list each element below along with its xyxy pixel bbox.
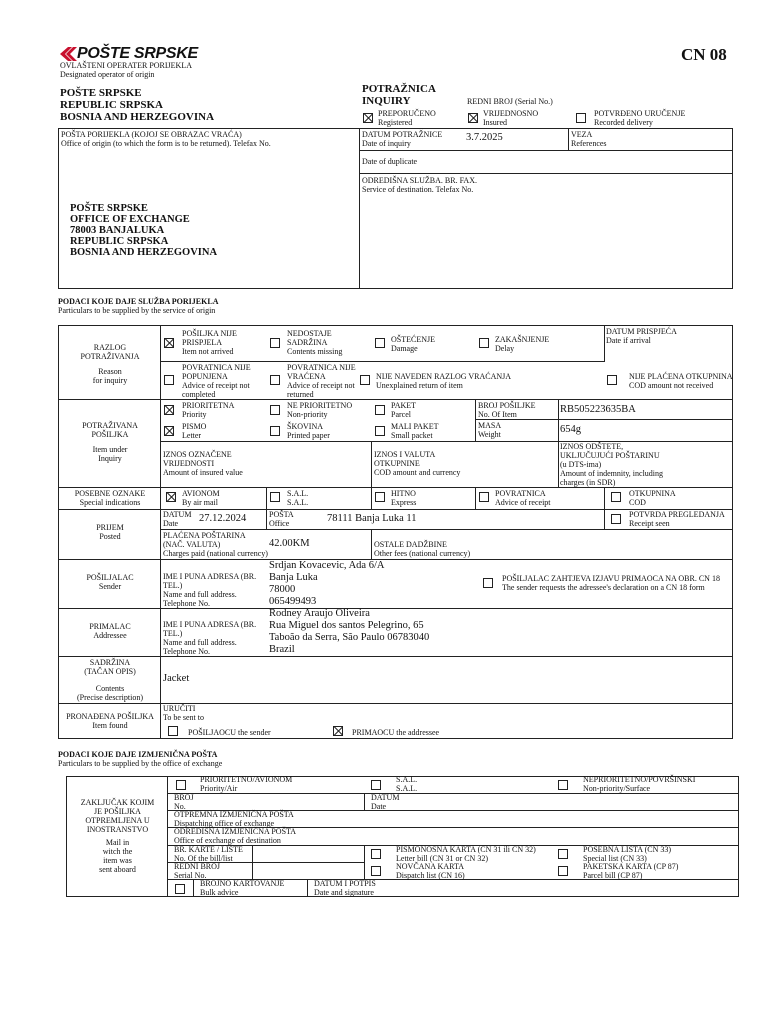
advice-receipt-checkbox[interactable]	[479, 492, 489, 502]
to-sender-label: POŠILJAOCU the sender	[188, 728, 271, 737]
addressee-name-address-label: IME I PUNA ADRESA (BR. TEL.) Name and full address. Telephone No.	[163, 620, 257, 656]
serial-number-label-2: REDNI BROJ Serial No.	[174, 862, 221, 880]
special-list-label: POSEBNA LISTA (CN 33) Special list (CN 33)	[583, 845, 672, 863]
sender-name-address-label: IME I PUNA ADRESA (BR. TEL.) Name and full address. Telephone No.	[163, 572, 257, 608]
receipt-not-returned-label: POVRATNICA NIJE VRAĆENA Advice of receipt not returned	[287, 363, 356, 399]
weight-value[interactable]: 654g	[560, 424, 581, 435]
logo-mark-icon	[60, 47, 78, 61]
recorded-delivery-label: POTVRĐENO URUČENJE	[594, 109, 686, 118]
printed-paper-checkbox[interactable]	[270, 426, 280, 436]
form-code: CN 08	[681, 45, 727, 64]
cod-not-received-label: NIJE PLAĆENA OTKUPNINA COD amount not received	[629, 372, 733, 390]
logo-text: POŠTE SRPSKE	[77, 45, 198, 62]
bulk-advice-label: BROJNO KARTOVANJE Bulk advice	[200, 879, 285, 897]
section1-subtitle: Particulars to be supplied by the service of origin	[58, 306, 216, 315]
sal-label: S.A.L. S.A.L.	[287, 489, 309, 507]
dispatching-office-label: OTPREMNA IZMJENIČNA POŠTA Dispatching office of exchange	[174, 810, 294, 828]
section1-title: PODACI KOJE DAJE SLUŽBA PORIJEKLA	[58, 297, 219, 306]
indemnity-label: IZNOS ODŠTETE, UKLJUČUJUĆI POŠTARINU (u DTS-ima) Amount of indemnity, including charges (in SDR)	[560, 442, 664, 487]
item-found-label: PRONAĐENA POŠILJKA Item found	[66, 712, 154, 730]
insured-en: Insured	[483, 118, 507, 127]
unexplained-return-checkbox[interactable]	[360, 375, 370, 385]
express-label: HITNO Express	[391, 489, 417, 507]
priority-checkbox[interactable]	[164, 405, 174, 415]
designated-operator-en: Designated operator of origin	[60, 70, 155, 79]
operator-line-2: REPUBLIC SRPSKA	[60, 99, 163, 111]
advice-receipt-label: POVRATNICA Advice of receipt	[495, 489, 551, 507]
destination-service-en: Service of destination. Telefax No.	[362, 185, 474, 194]
cn18-request-checkbox[interactable]	[483, 578, 493, 588]
inquiry-title-en: INQUIRY	[362, 95, 411, 107]
letter-label: PISMO Letter	[182, 422, 207, 440]
printed-paper-label: ŠKOVINA Printed paper	[287, 422, 330, 440]
priority-air-checkbox[interactable]	[176, 780, 186, 790]
small-packet-checkbox[interactable]	[375, 426, 385, 436]
delay-checkbox[interactable]	[479, 338, 489, 348]
cod-amount-label: IZNOS I VALUTA OTKUPNINE COD amount and currency	[374, 450, 461, 477]
top-grid	[58, 128, 733, 289]
serial-number-label: REDNI BROJ (Serial No.)	[467, 97, 553, 106]
contents-missing-label: NEDOSTAJE SADRŽINA Contents missing	[287, 329, 343, 356]
posted-date-label: DATUM Date	[163, 510, 192, 528]
posted-office-value[interactable]: 78111 Banja Luka 11	[327, 513, 417, 524]
non-priority-label: NE PRIORITETNO Non-priority	[287, 401, 353, 419]
date-duplicate-label: Date of duplicate	[362, 157, 418, 166]
origin-line-1: POŠTE SRPSKE	[70, 203, 148, 214]
origin-line-2: OFFICE OF EXCHANGE	[70, 214, 190, 225]
cn18-request-label: POŠILJALAC ZAHTJEVA IZJAVU PRIMAOCA NA OBR. CN 18 The sender requests the adressee's declaration on a CN 18 form	[502, 574, 720, 592]
posted-office-label: POŠTA Office	[269, 510, 294, 528]
non-priority-surface-label: NEPRIORITETNO/POVRŠINSKI Non-priority/Surface	[583, 775, 696, 793]
letter-bill-checkbox[interactable]	[371, 849, 381, 859]
to-sender-checkbox[interactable]	[168, 726, 178, 736]
small-packet-label: MALI PAKET Small packet	[391, 422, 439, 440]
operator-line-1: POŠTE SRPSKE	[60, 87, 142, 99]
priority-air-label: PRIORITETNO/AVIONOM Priority/Air	[200, 775, 293, 793]
reason-label: RAZLOG POTRAŽIVANJA Reason for inquiry	[80, 343, 140, 385]
origin-line-4: REPUBLIC SRPSKA	[70, 236, 169, 247]
mail-date-label: DATUM Date	[371, 793, 400, 811]
bill-number-label: BR. KARTE / LISTE No. Of the bill/list	[174, 845, 243, 863]
sal-surface-checkbox[interactable]	[371, 780, 381, 790]
special-list-checkbox[interactable]	[558, 849, 568, 859]
destination-office-label: ODREDIŠNA IZMJENIČNA POŠTA Office of exchange of destination	[174, 827, 297, 845]
date-inquiry-value[interactable]: 3.7.2025	[466, 132, 503, 143]
delay-label: ZAKAŠNJENJE Delay	[495, 335, 550, 353]
sender-label: POŠILJALAC Sender	[86, 573, 134, 591]
section2-subtitle: Particulars to be supplied by the office of exchange	[58, 759, 223, 768]
non-priority-surface-checkbox[interactable]	[558, 780, 568, 790]
date-signature-label: DATUM I POTPIS Date and signature	[314, 879, 376, 897]
registered-en: Registered	[378, 118, 413, 127]
cod-not-received-checkbox[interactable]	[607, 375, 617, 385]
other-fees-label: OSTALE DADŽBINE Other fees (national currency)	[374, 540, 471, 558]
weight-label: MASA Weight	[478, 421, 502, 439]
contents-missing-checkbox[interactable]	[270, 338, 280, 348]
addressee-label: PRIMALAC Addressee	[89, 622, 131, 640]
insured-label: VRIJEDNOSNO	[483, 109, 539, 118]
date-arrival-label: DATUM PRISPJEĆA Date if arrival	[606, 327, 677, 345]
letter-bill-label: PISMONOSNA KARTA (CN 31 ili CN 32) Letter bill (CN 31 or CN 32)	[396, 845, 536, 863]
inquiry-title: POTRAŽNICA	[362, 83, 436, 95]
to-addressee-label: PRIMAOCU the addressee	[352, 728, 440, 737]
references-en: References	[571, 139, 607, 148]
origin-line-3: 78003 BANJALUKA	[70, 225, 165, 236]
to-addressee-checkbox[interactable]	[333, 726, 343, 736]
references-label: VEZA	[571, 130, 593, 139]
parcel-bill-checkbox[interactable]	[558, 866, 568, 876]
posted-date-value[interactable]: 27.12.2024	[199, 513, 247, 524]
item-under-inquiry-label: POTRAŽIVANA POŠILJKA Item under Inquiry	[82, 421, 138, 463]
damage-checkbox[interactable]	[375, 338, 385, 348]
cod-label: OTKUPNINA COD	[629, 489, 676, 507]
recorded-delivery-en: Recorded delivery	[594, 118, 653, 127]
not-arrived-checkbox[interactable]	[164, 338, 174, 348]
mail-sent-abroad-label: ZAKLJUČAK KOJIM JE POŠILJKA OTPREMLJENA U INOSTRANSTVO Mail in witch the item was sent aboard	[80, 798, 155, 874]
addressee-address[interactable]: Rodney Araujo Oliveira Rua Miguel dos santos Pelegrino, 65 Taboão da Serra, São Paulo 06783040 Brazil	[269, 608, 430, 655]
insured-checkbox[interactable]	[468, 113, 478, 123]
dispatch-list-checkbox[interactable]	[371, 866, 381, 876]
bulk-advice-checkbox[interactable]	[175, 884, 185, 894]
parcel-checkbox[interactable]	[375, 405, 385, 415]
mail-number-label: BROJ No.	[174, 793, 194, 811]
item-number-value[interactable]: RB505223635BA	[560, 404, 636, 415]
dispatch-list-label: NOVČANA KARTA Dispatch list (CN 16)	[396, 862, 465, 880]
receipt-seen-label: POTVRDA PREGLEDANJA Receipt seen	[629, 510, 725, 528]
sal-checkbox[interactable]	[270, 492, 280, 502]
origin-office-en: Office of origin (to which the form is to be returned). Telefax No.	[61, 139, 271, 148]
date-inquiry-label: DATUM POTRAŽNICE	[362, 130, 443, 139]
posted-label: PRIJEM Posted	[96, 523, 124, 541]
operator-line-3: BOSNIA AND HERZEGOVINA	[60, 111, 215, 123]
cod-checkbox[interactable]	[611, 492, 621, 502]
origin-line-5: BOSNIA AND HERZEGOVINA	[70, 247, 218, 258]
charges-paid-value[interactable]: 42.00KM	[269, 538, 310, 549]
designated-operator-label: OVLAŠTENI OPERATER PORIJEKLA	[60, 61, 192, 70]
non-priority-checkbox[interactable]	[270, 405, 280, 415]
recorded-delivery-checkbox[interactable]	[576, 113, 586, 123]
express-checkbox[interactable]	[375, 492, 385, 502]
priority-label: PRIORITETNA Priority	[182, 401, 235, 419]
letter-checkbox[interactable]	[164, 426, 174, 436]
origin-office-label: POŠTA PORIJEKLA (KOJOJ SE OBRAZAC VRAĆA)	[61, 130, 242, 139]
receipt-seen-checkbox[interactable]	[611, 514, 621, 524]
to-be-sent-label: URUČITI To be sent to	[163, 704, 204, 722]
not-arrived-label: POŠILJKA NIJE PRISPJELA Item not arrived	[182, 329, 237, 356]
contents-value[interactable]: Jacket	[163, 673, 190, 684]
damage-label: OŠTEĆENJE Damage	[391, 335, 435, 353]
sender-address[interactable]: Srdjan Kovacevic, Ada 6/A Banja Luka 78000 065499493	[269, 560, 385, 607]
parcel-bill-label: PAKETSKA KARTA (CP 87) Parcel bill (CP 87)	[583, 862, 679, 880]
airmail-label: AVIONOM By air mail	[182, 489, 220, 507]
special-indications-label: POSEBNE OZNAKE Special indications	[74, 489, 146, 507]
unexplained-return-label: NIJE NAVEDEN RAZLOG VRAĆANJA Unexplained return of item	[376, 372, 512, 390]
item-number-label: BROJ POŠILJKE No. Of Item	[478, 401, 536, 419]
registered-checkbox[interactable]	[363, 113, 373, 123]
receipt-not-returned-checkbox[interactable]	[270, 375, 280, 385]
date-inquiry-en: Date of inquiry	[362, 139, 411, 148]
airmail-checkbox[interactable]	[166, 492, 176, 502]
receipt-not-completed-checkbox[interactable]	[164, 375, 174, 385]
section2-title: PODACI KOJE DAJE IZMJENIČNA POŠTA	[58, 750, 218, 759]
charges-paid-label: PLAĆENA POŠTARINA (NAČ. VALUTA) Charges paid (national currency)	[163, 531, 268, 558]
parcel-label: PAKET Parcel	[391, 401, 417, 419]
destination-service-label: ODREDIŠNA SLUŽBA. BR. FAX.	[362, 176, 477, 185]
contents-label: SADRŽINA (TAČAN OPIS) Contents (Precise description)	[77, 658, 143, 702]
insured-value-label: IZNOS OZNAČENE VRIJEDNOSTI Amount of insured value	[163, 450, 243, 477]
receipt-not-completed-label: POVRATNICA NIJE POPUNJENA Advice of receipt not completed	[182, 363, 251, 399]
sal-surface-label: S.A.L. S.A.L.	[396, 775, 418, 793]
registered-label: PREPORUČENO	[378, 109, 436, 118]
